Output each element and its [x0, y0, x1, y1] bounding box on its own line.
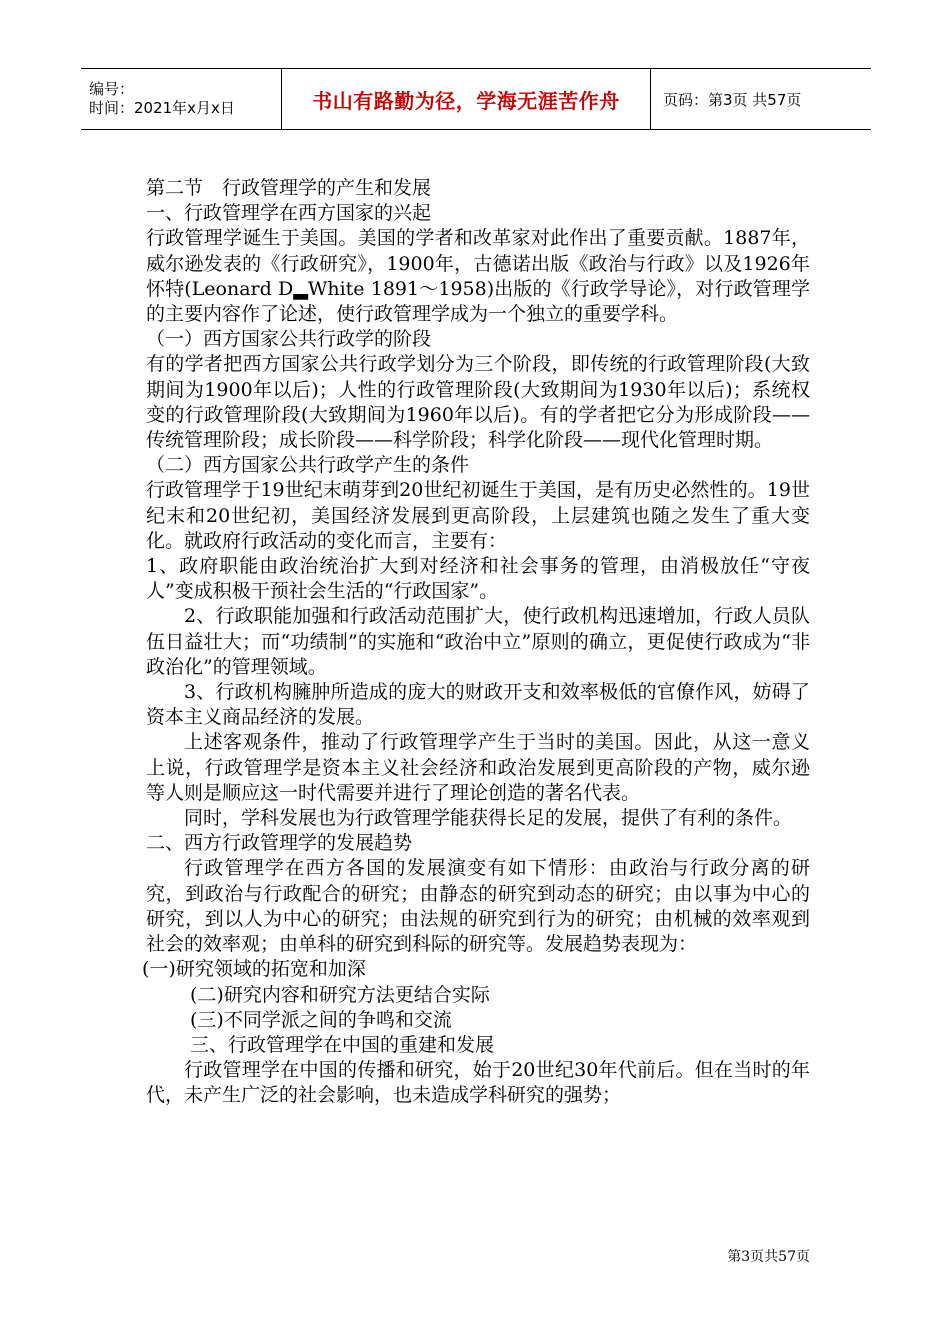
list-item: (一)研究领域的拓宽和加深 [142, 958, 366, 981]
paragraph: 行政管理学诞生于美国。美国的学者和改革家对此作出了重要贡献。1887年，威尔逊发表的《行政研究》，1900年，古德诺出版《政治与行政》以及1926年怀特(Leonard D▂White 1891～1958)出版的《行政学导论》，对行政管理学的主要内容作了论述，使行政管理学成为一个独立的重要学科。 [146, 227, 810, 326]
list-item: 2、行政职能加强和行政活动范围扩大，使行政机构迅速增加，行政人员队伍日益壮大；而“功绩制”的实施和“政治中立”原则的确立，更促使行政成为“非政治化”的管理领域。 [146, 605, 810, 678]
paragraph: 行政管理学在西方各国的发展演变有如下情形：由政治与行政分离的研究，到政治与行政配合的研究；由静态的研究到动态的研究；由以事为中心的研究，到以人为中心的研究；由法规的研究到行为的研究；由机械的效率观到社会的效率观；由单科的研究到科际的研究等。发展趋势表现为： [146, 857, 810, 956]
subheading: 三、行政管理学在中国的重建和发展 [190, 1033, 495, 1056]
paragraph: 行政管理学于19世纪末萌芽到20世纪初诞生于美国，是有历史必然性的。19世纪末和20世纪初，美国经济发展到更高阶段，上层建筑也随之发生了重大变化。就政府行政活动的变化而言，主要有： [146, 479, 810, 552]
header-page-info: 页码：第3页 共57页 [663, 90, 802, 109]
subheading: 一、行政管理学在西方国家的兴起 [146, 202, 432, 225]
paragraph: 同时，学科发展也为行政管理学能获得长足的发展，提供了有利的条件。 [184, 807, 793, 830]
paragraph: 有的学者把西方国家公共行政学划分为三个阶段，即传统的行政管理阶段(大致期间为1900年以后)；人性的行政管理阶段(大致期间为1930年以后)；系统权变的行政管理阶段(大致期间为1960年以后)。有的学者把它分为形成阶段——传统管理阶段；成长阶段——科学阶段；科学化阶段——现代化管理时期。 [146, 353, 810, 452]
list-item: (三)不同学派之间的争鸣和交流 [190, 1008, 452, 1031]
subheading: （一）西方国家公共行政学的阶段 [146, 328, 432, 351]
document-body [142, 176, 810, 1109]
doc-number: 编号： [89, 80, 135, 98]
doc-time: 时间：2021年x月x日 [89, 99, 235, 117]
header-meta [81, 69, 281, 129]
section-heading: 第二节 行政管理学的产生和发展 [146, 177, 432, 199]
page-header [81, 68, 871, 130]
header-motto: 书山有路勤为径，学海无涯苦作舟 [312, 88, 620, 113]
list-item: 3、行政机构臃肿所造成的庞大的财政开支和效率极低的官僚作风，妨碍了资本主义商品经济的发展。 [146, 681, 810, 729]
page-footer: 第3页共57页 [727, 1249, 810, 1265]
paragraph: 行政管理学在中国的传播和研究，始于20世纪30年代前后。但在当时的年代，未产生广泛的社会影响，也未造成学科研究的强势； [146, 1059, 810, 1107]
list-item: (二)研究内容和研究方法更结合实际 [190, 983, 490, 1006]
header-motto-cell [281, 69, 651, 129]
subheading: （二）西方国家公共行政学产生的条件 [146, 454, 470, 477]
paragraph: 上述客观条件，推动了行政管理学产生于当时的美国。因此，从这一意义上说，行政管理学是资本主义社会经济和政治发展到更高阶段的产物，威尔逊等人则是顺应这一时代需要并进行了理论创造的著名代表。 [146, 731, 810, 804]
list-item: 1、政府职能由政治统治扩大到对经济和社会事务的管理，由消极放任“守夜人”变成积极干预社会生活的“行政国家”。 [146, 555, 810, 603]
subheading: 二、西方行政管理学的发展趋势 [146, 832, 413, 855]
